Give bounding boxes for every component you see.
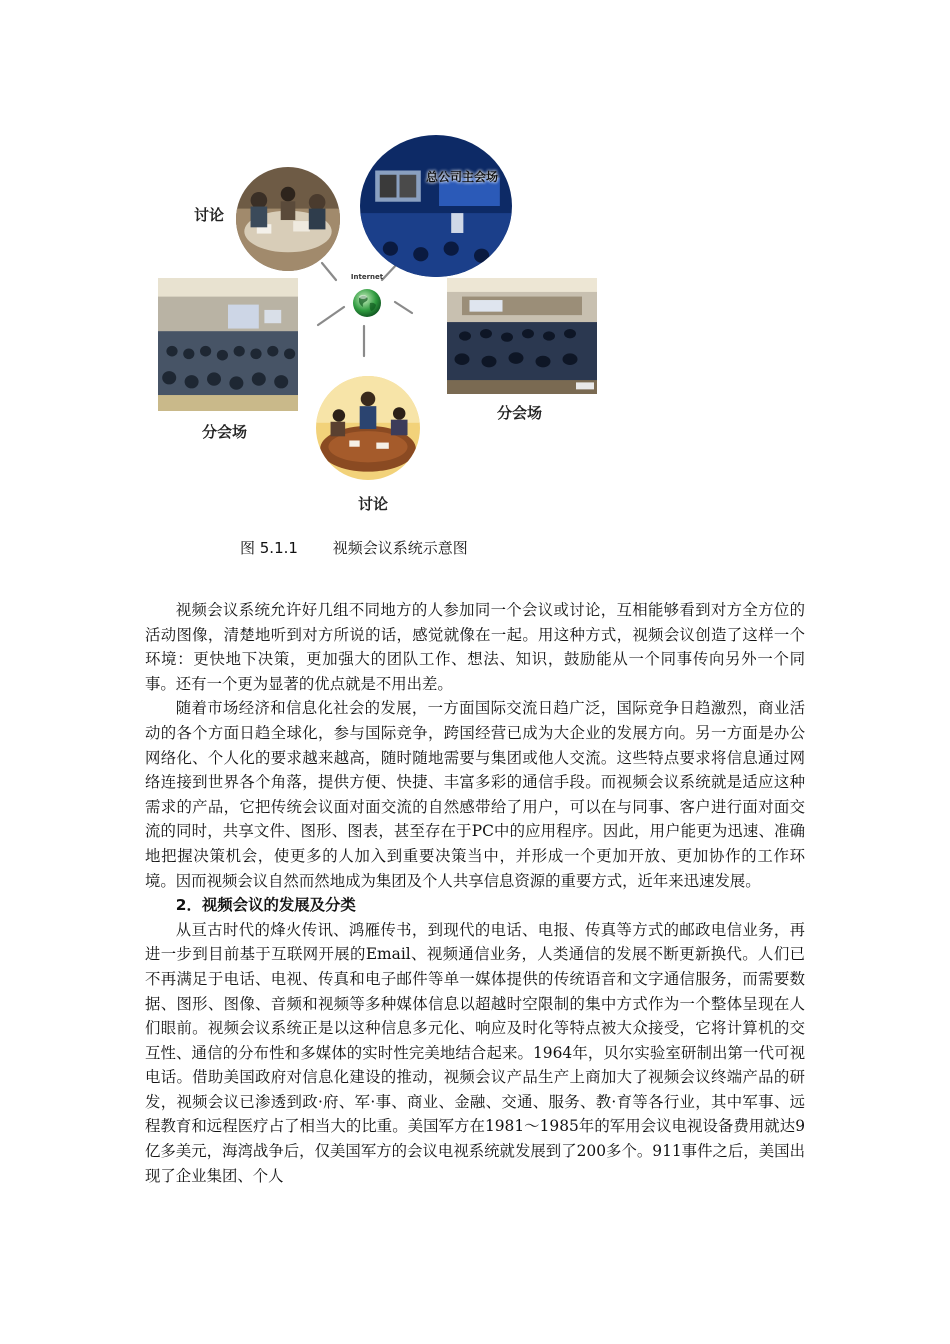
main-venue-photo bbox=[360, 135, 512, 277]
discussion-photo-top bbox=[236, 167, 340, 271]
paragraph: 随着市场经济和信息化社会的发展，一方面国际交流日趋广泛，国际竞争日趋激烈，商业活动的各个方面日趋全球化，参与国际竞争，跨国经营已成为大企业的发展方向。另一方面是办公网络化、个人化的要求越来越高，随时随地需要与集团或他人交流。这些特点要求将信息通过网络连接到世界各个角落，提供方便、快捷、丰富多彩的通信手段。而视频会议系统就是适应这种需求的产品，它把传统会议面对面交流的自然感带给了用户，可以在与同事、客户进行面对面交流的同时，共享文件、图形、图表，甚至存在于PC中的应用程序。因此，用户能更为迅速、准确地把握决策机会，使更多的人加入到重要决策当中，并形成一个更加开放、更加协作的工作环境。因而视频会议自然而然地成为集团及个人共享信息资源的重要方式，近年来迅速发展。 bbox=[145, 699, 805, 890]
branch-venue-photo-right bbox=[447, 278, 597, 394]
video-conference-diagram bbox=[150, 130, 620, 520]
paragraph: 从亘古时代的烽火传讯、鸿雁传书，到现代的电话、电报、传真等方式的邮政电信业务，再进一步到目前基于互联网开展的Email、视频通信业务，人类通信的发展不断更新换代。人们已不再满足于电话、电视、传真和电子邮件等单一媒体提供的传统语音和文字通信服务，而需要数据、图形、图像、音频和视频等多种媒体信息以超越时空限制的集中方式作为一个整体呈现在人们眼前。视频会议系统正是以这种信息多元化、响应及时化等特点被大众接受，它将计算机的交互性、通信的分布性和多媒体的实时性完美地结合起来。1964年，贝尔实验室研制出第一代可视电话。借助美国政府对信息化建设的推动，视频会议产品生产上商加大了视频会议终端产品的研发，视频会议已渗透到政·府、军·事、商业、金融、交通、服务、教·育等各行业，其中军事、远程教育和远程医疗占了相当大的比重。美国军方在1981～1985年的军用会议电视设备费用就达9亿多美元，海湾战争后，仅美国军方的会议电视系统就发展到了200多个。911事件之后，美国出现了企业集团、个人 bbox=[145, 920, 805, 1185]
internet-hub bbox=[347, 273, 387, 319]
discussion-label-bottom: 讨论 bbox=[358, 495, 389, 513]
branch-venue-label-left: 分会场 bbox=[202, 423, 248, 441]
main-venue-label: 总公司主会场 bbox=[426, 170, 499, 184]
discussion-label-top: 讨论 bbox=[194, 206, 225, 224]
figure-number: 图 5.1.1 bbox=[240, 539, 298, 557]
figure-caption bbox=[240, 537, 468, 558]
branch-venue-label-right: 分会场 bbox=[497, 404, 543, 422]
figure-title: 视频会议系统示意图 bbox=[332, 539, 468, 557]
section-heading: 2．视频会议的发展及分类 bbox=[175, 896, 356, 915]
discussion-photo-bottom bbox=[316, 376, 420, 480]
internet-label: Internet bbox=[350, 273, 384, 281]
globe-icon bbox=[351, 287, 383, 319]
paragraph: 视频会议系统允许好几组不同地方的人参加同一个会议或讨论，互相能够看到对方全方位的活动图像，清楚地听到对方所说的话，感觉就像在一起。用这种方式，视频会议创造了这样一个环境：更快地下决策，更加强大的团队工作、想法、知识，鼓励能从一个同事传向另外一个同事。还有一个更为显著的优点就是不用出差。 bbox=[145, 601, 805, 693]
body-text bbox=[145, 598, 805, 1188]
branch-venue-photo-left bbox=[158, 278, 298, 411]
